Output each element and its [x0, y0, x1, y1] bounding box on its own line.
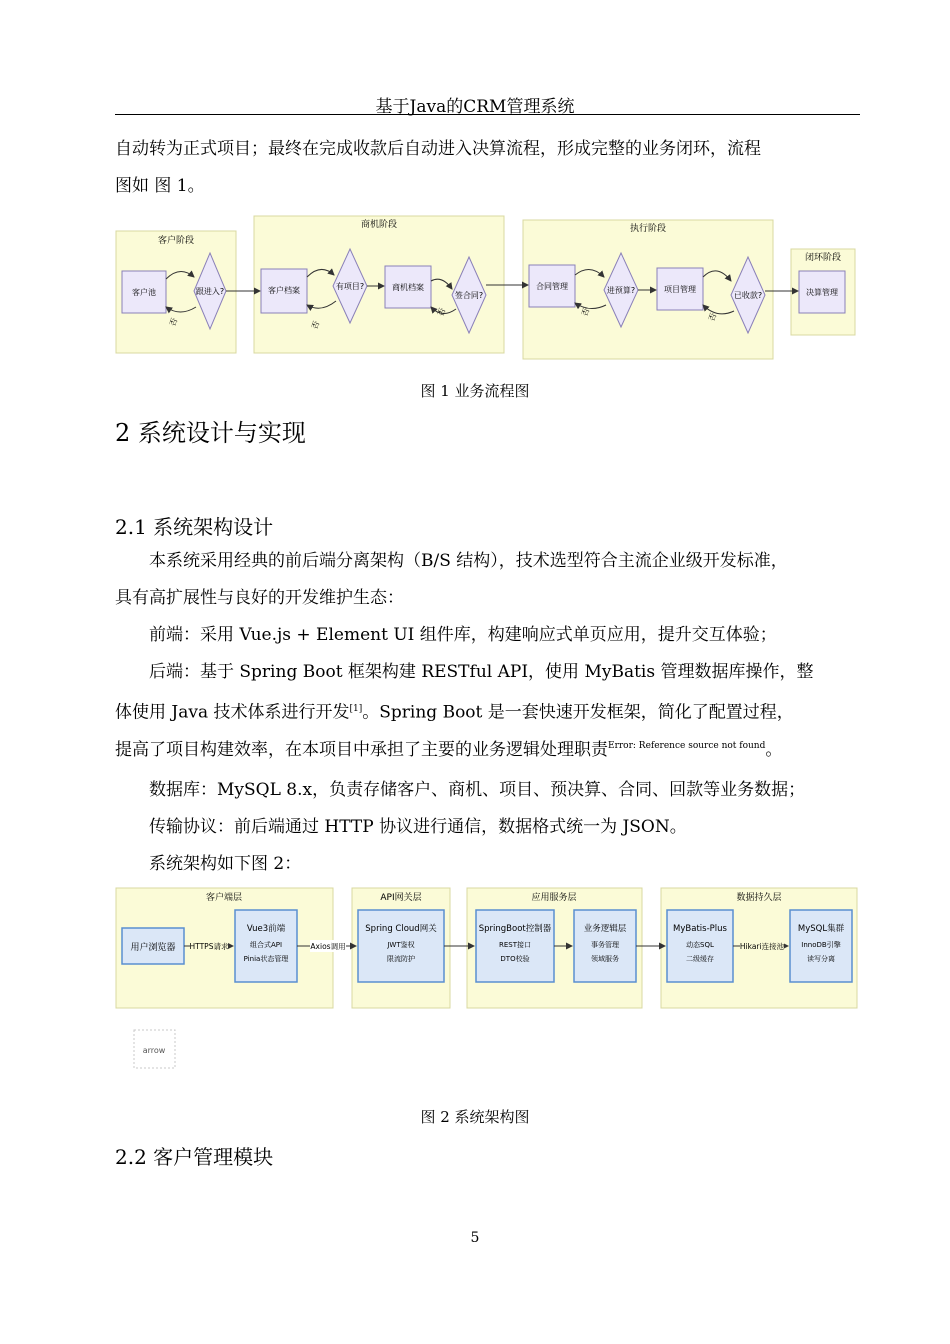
intro-paragraph [115, 131, 860, 205]
no-label: 否 [707, 311, 719, 323]
decision-follow-up-label: 跟进入? [195, 287, 225, 296]
section-2-1-body [115, 543, 860, 883]
backend-line-3-end: 。 [765, 739, 783, 760]
running-header-title: 基于Java的CRM管理系统 [375, 97, 575, 117]
no-label: 否 [310, 319, 322, 331]
box-business-logic-line-2: 领域服务 [591, 955, 619, 963]
legend-arrow-label: arrow [142, 1046, 166, 1055]
stage-opportunity-label: 商机阶段 [360, 220, 398, 230]
section-2-2-heading: 2.2 客户管理模块 [115, 1145, 274, 1169]
backend-line-2-rest: 。Spring Boot 是一套快速开发框架，简化了配置过程， [362, 702, 794, 723]
database-item: 数据库：MySQL 8.x，负责存储客户、商机、项目、预决算、合同、回款等业务数据； [149, 779, 806, 800]
layer-persistence-label: 数据持久层 [736, 893, 782, 903]
reference-error: Error: Reference source not found [608, 740, 766, 751]
box-mybatis-line-2: 二级缓存 [686, 955, 714, 963]
box-business-logic-line-1: 事务管理 [591, 941, 619, 949]
arch-para-line-2: 具有高扩展性与良好的开发维护生态： [115, 588, 404, 608]
figure-1-flowchart [114, 213, 860, 363]
box-gateway-title: Spring Cloud网关 [365, 924, 437, 934]
layer-client-label: 客户端层 [205, 893, 243, 903]
box-mybatis-line-1: 动态SQL [686, 941, 714, 949]
box-gateway-line-2: 限流防护 [387, 955, 415, 963]
box-mysql-title: MySQL集群 [797, 924, 845, 934]
edge-hikari-label: Hikari连接池 [739, 942, 785, 951]
no-label: 否 [580, 306, 592, 318]
node-customer-pool-label: 客户池 [132, 288, 156, 297]
stage-execution-label: 执行阶段 [629, 224, 667, 234]
protocol-item: 传输协议：前后端通过 HTTP 协议进行通信，数据格式统一为 JSON。 [149, 816, 687, 837]
no-label: 否 [436, 306, 448, 318]
frontend-item: 前端：采用 Vue.js + Element UI 组件库，构建响应式单页应用，提升交互体验； [149, 625, 777, 645]
page-number: 5 [470, 1230, 480, 1246]
node-customer-profile-label: 客户档案 [268, 286, 300, 295]
box-mybatis-title: MyBatis-Plus [673, 924, 727, 934]
box-vue-frontend-line-1: 组合式API [249, 941, 283, 949]
intro-line-2: 图如 图 1。 [115, 176, 205, 196]
stage-customer-label: 客户阶段 [157, 236, 195, 246]
node-settlement-mgmt-label: 决算管理 [806, 288, 838, 297]
backend-line-2 [115, 691, 860, 732]
box-gateway-line-1: JWT鉴权 [387, 941, 415, 949]
node-opportunity-profile-label: 商机档案 [392, 283, 424, 292]
decision-budget-label: 进预算? [606, 286, 636, 295]
box-user-browser-title: 用户浏览器 [130, 943, 176, 953]
box-vue-frontend-line-2: Pinia状态管理 [243, 955, 289, 963]
box-controller-line-1: REST接口 [498, 941, 532, 949]
no-label: 否 [168, 316, 180, 328]
edge-axios-label: Axios调用 [310, 942, 346, 951]
section-2-heading: 2 系统设计与实现 [115, 419, 306, 447]
stage-closure-label: 闭环阶段 [804, 253, 842, 263]
box-controller-line-2: DTO校验 [500, 955, 530, 963]
node-project-mgmt-label: 项目管理 [664, 285, 696, 294]
edge-https-label: HTTPS请求 [189, 942, 229, 951]
backend-line-1: 后端：基于 Spring Boot 框架构建 RESTful API，使用 MyBatis 管理数据库操作，整 [149, 662, 814, 682]
arch-figure-intro: 系统架构如下图 2： [149, 853, 302, 874]
backend-line-2-text: 体使用 Java 技术体系进行开发 [115, 702, 350, 723]
figure-2-caption: 图 2 系统架构图 [420, 1108, 530, 1126]
arch-para-line-1: 本系统采用经典的前后端分离架构（B/S 结构），技术选型符合主流企业级开发标准， [149, 551, 788, 571]
backend-line-3 [115, 732, 860, 772]
layer-gateway-label: API网关层 [380, 893, 422, 903]
citation-1[interactable]: [1] [349, 704, 363, 714]
figure-1-caption: 图 1 业务流程图 [420, 382, 530, 400]
decision-has-project-label: 有项目? [335, 282, 365, 291]
node-contract-mgmt-label: 合同管理 [536, 282, 568, 291]
box-vue-frontend-title: Vue3前端 [246, 924, 286, 934]
box-mysql-line-1: InnoDB引擎 [801, 941, 841, 949]
layer-application-label: 应用服务层 [531, 893, 577, 903]
intro-line-1: 自动转为正式项目；最终在完成收款后自动进入决算流程，形成完整的业务闭环，流程 [115, 139, 761, 159]
header-rule [115, 114, 860, 115]
backend-line-3-text: 提高了项目构建效率，在本项目中承担了主要的业务逻辑处理职责 [115, 739, 608, 760]
figure-2-architecture [114, 886, 860, 1072]
box-controller-title: SpringBoot控制器 [478, 924, 552, 934]
decision-sign-contract-label: 签合同? [454, 291, 484, 300]
box-mysql-line-2: 读写分离 [807, 955, 835, 963]
section-2-1-heading: 2.1 系统架构设计 [115, 515, 274, 539]
box-business-logic-title: 业务逻辑层 [583, 924, 627, 934]
decision-collected-label: 已收款? [733, 291, 763, 300]
